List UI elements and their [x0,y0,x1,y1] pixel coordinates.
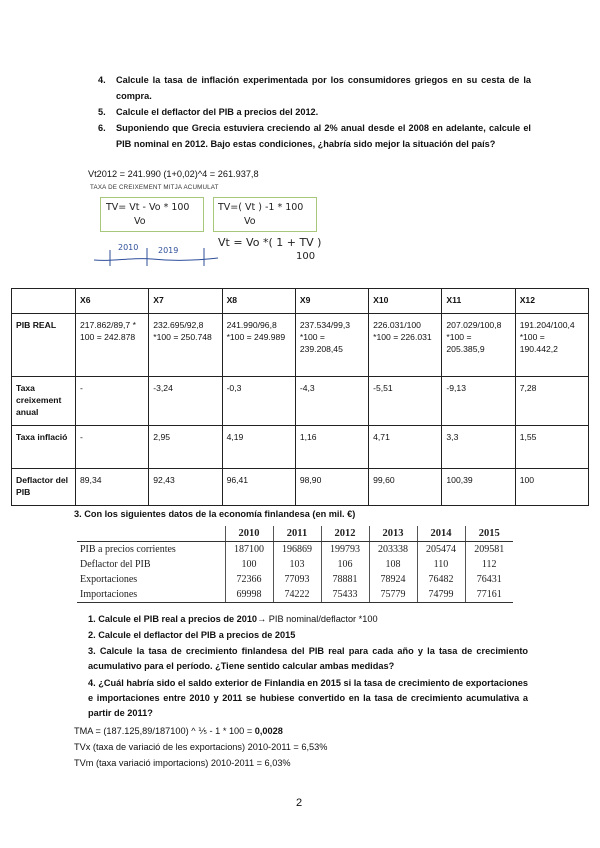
table-cell: 205474 [417,542,465,558]
table-cell: 4,19 [222,426,295,469]
table-cell: 78881 [321,572,369,587]
row-label: Importaciones [77,587,225,603]
table-cell: 108 [369,557,417,572]
tvm-answer: TVm (taxa variació importacions) 2010-2011 = 6,03% [74,758,291,768]
table-cell: 199793 [321,542,369,558]
table-header: X12 [515,289,588,314]
vt-calculation: Vt2012 = 241.990 (1+0,02)^4 = 261.937,8 [88,169,259,179]
table-row [77,557,513,572]
table-cell: 110 [417,557,465,572]
table-cell: 1,55 [515,426,588,469]
question-4: 4. Calcule la tasa de inflación experimentada por los consumidores griegos en su cesta de la compra. [98,75,531,101]
handwritten-heading: TAXA DE CREIXEMENT MITJA ACUMULAT [90,184,219,191]
table-cell: - [76,377,149,426]
table-cell: 100 [225,557,273,572]
table-cell: 76482 [417,572,465,587]
year-header: 2010 [225,526,273,542]
table-cell: 207.029/100,8 *100 = 205.385,9 [442,314,515,377]
table-cell: 1,16 [295,426,368,469]
year-header: 2012 [321,526,369,542]
table-cell: -0,3 [222,377,295,426]
formula-2-bottom: Vo [244,216,256,227]
formula-1-bottom: Vo [134,216,146,227]
finland-header-empty [77,526,225,542]
formula-1-top: TV= Vt - Vo * 100 [106,202,190,213]
table-cell: 237.534/99,3 *100 = 239.208,45 [295,314,368,377]
table-row [77,542,513,558]
year-header: 2011 [273,526,321,542]
table-row [12,426,589,469]
row-label: Exportaciones [80,574,138,585]
table-cell: 4,71 [369,426,442,469]
table-cell: 72366 [225,572,273,587]
table-row [12,314,589,377]
table-cell: 3,3 [442,426,515,469]
finland-table [77,526,513,603]
row-label: Deflactor del PIB [12,469,76,506]
table-cell: 103 [273,557,321,572]
section-3-title: 3. Con los siguientes datos de la economía finlandesa (en mil. €) [74,509,356,519]
table-cell: 98,90 [295,469,368,506]
table-cell: 77161 [465,587,513,603]
formula-3-bottom: 100 [296,251,316,262]
table-cell: 106 [321,557,369,572]
row-label: Deflactor del PIB [80,559,151,570]
table-header: X7 [149,289,222,314]
table-row [12,377,589,426]
table-header: X11 [442,289,515,314]
table-header: X9 [295,289,368,314]
timeline-year-b: 2019 [158,246,179,255]
table-cell: 217.862/89,7 * 100 = 242.878 [76,314,149,377]
table-cell: -3,24 [149,377,222,426]
table-cell: 187100 [225,542,273,558]
tma-answer: TMA = (187.125,89/187100) ^ ⅕ - 1 * 100 = 0,0028 [74,726,283,736]
table-cell: 209581 [465,542,513,558]
question-5: 5. Calcule el deflactor del PIB a precios del 2012. [98,107,319,117]
year-header: 2015 [465,526,513,542]
row-label: PIB REAL [12,314,76,377]
table-cell: - [76,426,149,469]
table-cell: 232.695/92,8 *100 = 250.748 [149,314,222,377]
table-cell: 100,39 [442,469,515,506]
table-cell: 112 [465,557,513,572]
section-3-q2: 2. Calcule el deflactor del PIB a precios de 2015 [88,630,296,640]
table-cell: -9,13 [442,377,515,426]
table-cell: 69998 [225,587,273,603]
table-row [12,469,589,506]
row-label: PIB a precios corrientes [80,544,176,555]
table-cell: 89,34 [76,469,149,506]
table-cell: 100 [515,469,588,506]
table-cell: 2,95 [149,426,222,469]
table-header: X6 [76,289,149,314]
table-cell: 92,43 [149,469,222,506]
table-cell: 77093 [273,572,321,587]
table-cell: 7,28 [515,377,588,426]
timeline-year-a: 2010 [118,243,139,252]
table-row [77,572,513,587]
table-row [77,587,513,603]
table-cell: 75779 [369,587,417,603]
table-cell: 203338 [369,542,417,558]
question-6: 6. Suponiendo que Grecia estuviera creciendo al 2% anual desde el 2008 en adelante, calcule el PIB nominal en 2012. Bajo estas condiciones, ¿habría sido mejor la situación del país? [98,123,531,149]
timeline-sketch [92,240,222,268]
year-header: 2014 [417,526,465,542]
formula-3-top: Vt = Vo *( 1 + TV ) [218,236,322,249]
table-header [12,289,76,314]
table-cell: 76431 [465,572,513,587]
section-3-q1: 1. Calcule el PIB real a precios de 2010→ PIB nominal/deflactor *100 [88,614,378,624]
gdp-table [11,288,589,506]
table-header: X10 [369,289,442,314]
table-cell: 78924 [369,572,417,587]
table-cell: 74799 [417,587,465,603]
table-cell: 96,41 [222,469,295,506]
table-cell: -5,51 [369,377,442,426]
finland-header-row [77,526,513,542]
page-number: 2 [296,797,303,809]
table-cell: 241.990/96,8 *100 = 249.989 [222,314,295,377]
table-cell: 99,60 [369,469,442,506]
table-header-row [12,289,589,314]
table-cell: 226.031/100 *100 = 226.031 [369,314,442,377]
section-3-q4: 4. ¿Cuál habría sido el saldo exterior de Finlandia en 2015 si la tasa de crecimiento de exportaciones e importaciones entre 2010 y 2011 se hubiese convertido en la tasa de crecimiento acumulativa a partir de 2011? [88,678,528,718]
row-label: Taxa creixement anual [12,377,76,426]
formula-2-top: TV=( Vt ) -1 * 100 [218,202,304,213]
table-cell: 74222 [273,587,321,603]
table-cell: 196869 [273,542,321,558]
table-cell: -4,3 [295,377,368,426]
table-header: X8 [222,289,295,314]
table-cell: 75433 [321,587,369,603]
year-header: 2013 [369,526,417,542]
section-3-q3: 3. Calcule la tasa de crecimiento finlandesa del PIB real para cada año y la tasa de crecimiento acumulativo para el período. ¿Tiene sentido calcular ambas medidas? [88,646,528,671]
tvx-answer: TVx (taxa de variació de les exportacions) 2010-2011 = 6,53% [74,742,328,752]
row-label: Taxa inflació [12,426,76,469]
table-cell: 191.204/100,4 *100 = 190.442,2 [515,314,588,377]
